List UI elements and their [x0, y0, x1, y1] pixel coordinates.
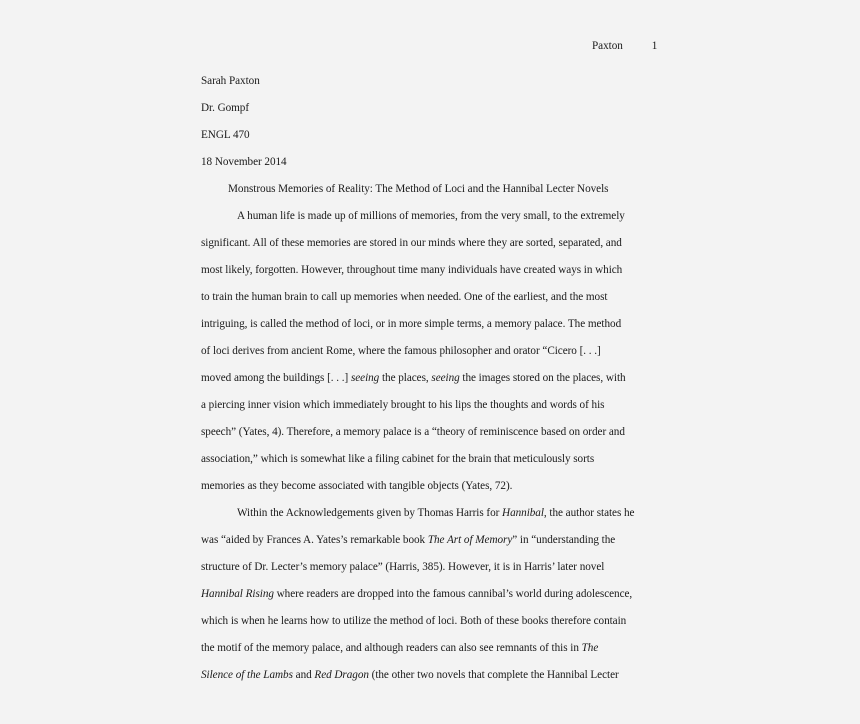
body-line	[201, 372, 626, 384]
body-text: A human life is made up of millions of memories, from the very small, to the extremely	[237, 210, 625, 222]
italic-text: The	[581, 642, 599, 654]
essay-title: Monstrous Memories of Reality: The Method of Loci and the Hannibal Lecter Novels	[228, 183, 609, 195]
header-name: Paxton	[592, 40, 623, 52]
body-text: moved among the buildings [. . .]	[201, 372, 351, 384]
body-line	[201, 399, 604, 411]
body-line	[201, 669, 619, 681]
body-line	[201, 237, 622, 249]
body-line	[201, 345, 601, 357]
body-text: of loci derives from ancient Rome, where the famous philosopher and orator “Cicero [. . .]	[201, 345, 601, 357]
body-line	[237, 507, 634, 519]
body-text: intriguing, is called the method of loci, or in more simple terms, a memory palace. The method	[201, 318, 622, 330]
body-line	[201, 264, 622, 276]
italic-text: Hannibal	[502, 507, 544, 519]
body-line	[201, 453, 594, 465]
body-text: the motif of the memory palace, and although readers can also see remnants of this in	[201, 642, 582, 654]
body-line	[201, 318, 621, 330]
italic-text: Red Dragon	[314, 669, 369, 681]
body-text: Within the Acknowledgements given by Thomas Harris for	[237, 507, 503, 519]
italic-text: Hannibal Rising	[201, 588, 274, 600]
body-text: structure of Dr. Lecter’s memory palace” (Harris, 385). However, it is in Harris’ later novel	[201, 561, 605, 573]
body-line	[201, 426, 625, 438]
body-text: was “aided by Frances A. Yates’s remarkable book	[201, 534, 428, 546]
body-text: and	[292, 669, 315, 681]
body-line	[201, 561, 604, 573]
body-text: significant. All of these memories are stored in our minds where they are sorted, separated, and	[201, 237, 622, 249]
instructor-name: Dr. Gompf	[201, 102, 250, 114]
body-text: a piercing inner vision which immediately brought to his lips the thoughts and words of his	[201, 399, 605, 411]
italic-text: The Art of Memory	[427, 534, 513, 546]
italic-text: Silence of the Lambs	[201, 669, 293, 681]
body-text: ” in “understanding the	[512, 534, 616, 546]
body-text: memories as they become associated with tangible objects (Yates, 72).	[201, 480, 513, 492]
body-text: most likely, forgotten. However, throughout time many individuals have created ways in which	[201, 264, 623, 276]
body-text: to train the human brain to call up memories when needed. One of the earliest, and the most	[201, 291, 608, 303]
body-text: where readers are dropped into the famous cannibal’s world during adolescence,	[273, 588, 633, 600]
body-line	[201, 291, 607, 303]
body-text: association,” which is somewhat like a filing cabinet for the brain that meticulously sorts	[201, 453, 595, 465]
body-line	[237, 210, 625, 222]
body-line	[201, 615, 626, 627]
italic-text: seeing	[431, 372, 460, 384]
running-header	[592, 40, 657, 52]
italic-text: seeing	[350, 372, 380, 384]
body-text: the images stored on the places, with	[459, 372, 626, 384]
course-name: ENGL 470	[201, 129, 250, 141]
page-number: 1	[651, 40, 658, 52]
body-line	[201, 642, 598, 654]
author-name: Sarah Paxton	[201, 75, 260, 87]
body-line	[201, 588, 632, 600]
body-text: (the other two novels that complete the Hannibal Lecter	[368, 669, 619, 681]
body-line	[201, 534, 615, 546]
body-line	[201, 480, 512, 492]
body-text: , the author states he	[543, 507, 635, 519]
body-text: speech” (Yates, 4). Therefore, a memory palace is a “theory of reminiscence based on order and	[201, 426, 625, 438]
body-text: which is when he learns how to utilize the method of loci. Both of these books therefore contain	[201, 615, 627, 627]
essay-date: 18 November 2014	[201, 156, 287, 168]
body-text: the places,	[379, 372, 432, 384]
